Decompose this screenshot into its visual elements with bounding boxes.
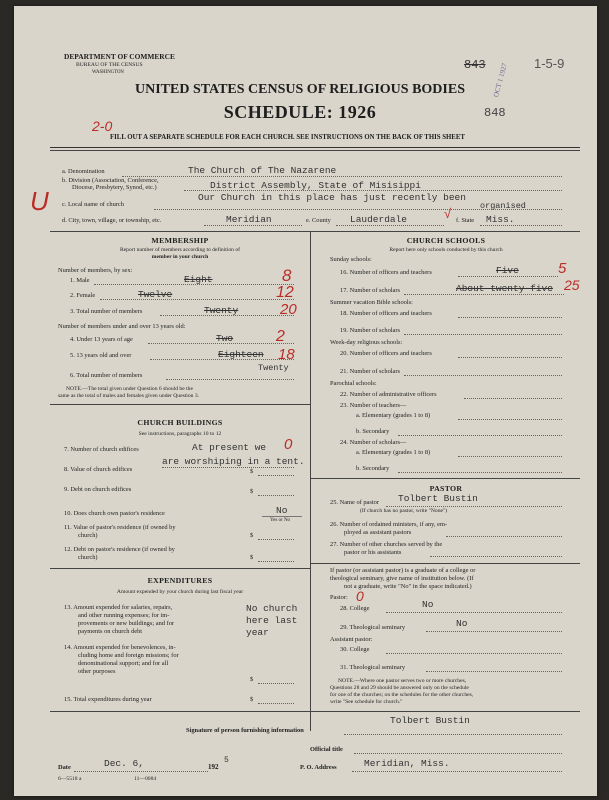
q29-value: No xyxy=(456,618,468,629)
pastor-header: PASTOR xyxy=(429,484,463,493)
dept-line-3: WASHINGTON xyxy=(92,70,124,75)
weekday-label: Week-day religious schools: xyxy=(330,339,403,346)
age-label: Number of members under and over 13 years old: xyxy=(58,323,186,330)
q27-line-1: 27. Number of other churches served by the xyxy=(330,541,443,548)
pastor-sub-label: Pastor: xyxy=(330,594,348,601)
total-hand: 20 xyxy=(280,301,297,318)
state-value: Miss. xyxy=(486,214,515,225)
file-number: 848 xyxy=(484,106,506,120)
q11-line xyxy=(258,539,294,540)
form-number: 6—5518 a xyxy=(58,776,82,782)
pastor-intro-2: theological seminary, give name of institution below. (If xyxy=(330,575,474,582)
instruction-line: FILL OUT A SEPARATE SCHEDULE FOR EACH CHURCH. SEE INSTRUCTIONS ON THE BACK OF THIS SHEET xyxy=(110,134,465,141)
q14-dollar: $ xyxy=(250,676,254,683)
state-line xyxy=(480,225,562,226)
sunday-label: Sunday schools: xyxy=(330,256,372,263)
signature-label: Signature of person furnishing information xyxy=(186,727,304,734)
received-stamp: OCT 1 1927 xyxy=(492,62,509,99)
q11-dollar: $ xyxy=(250,532,254,539)
q30-label: 30. College xyxy=(340,646,370,653)
q26-line-1: 26. Number of ordained ministers, if any, em- xyxy=(330,521,448,528)
male-typed: Eight xyxy=(184,274,213,285)
identity-rule xyxy=(50,231,580,232)
q27-line-2: pastor or his assistants xyxy=(344,549,402,556)
pastor-note-1: NOTE.—Where one pastor serves two or more churches, xyxy=(338,678,467,684)
dept-line-2: BUREAU OF THE CENSUS xyxy=(76,62,143,68)
female-hand: 12 xyxy=(276,284,294,301)
pastor-intro-3: not a graduate, write "No" in the space indicated.) xyxy=(344,583,472,590)
q30-line xyxy=(386,653,562,654)
state-label: f. State xyxy=(456,217,475,224)
pastor-intro-1: If pastor (or assistant pastor) is a graduate of a college or xyxy=(330,567,476,574)
q23-label: 23. Number of teachers— xyxy=(340,402,407,409)
q25-line xyxy=(386,506,562,507)
q9-label: 9. Debt on church edifices xyxy=(64,486,132,493)
q17-line xyxy=(404,294,564,295)
county-line xyxy=(336,225,444,226)
male-hand: 8 xyxy=(282,266,292,285)
address-line xyxy=(352,771,562,772)
female-label: 2. Female xyxy=(70,292,96,299)
buildings-sub: See instructions, paragraphs 10 to 12 xyxy=(138,431,222,437)
official-title-label: Official title xyxy=(310,746,343,753)
buildings-rule xyxy=(50,568,310,569)
pastor-hand-mark: 0 xyxy=(356,588,364,604)
signature-value: Tolbert Bustin xyxy=(390,715,470,726)
q15-label: 15. Total expenditures during year xyxy=(64,696,152,703)
left-code: 2-0 xyxy=(92,118,113,134)
q18-line xyxy=(458,317,562,318)
q21-line xyxy=(404,375,562,376)
q10-options: Yes or No xyxy=(270,518,291,523)
q15-line xyxy=(258,703,294,704)
date-label: Date xyxy=(58,764,71,771)
date-line xyxy=(74,771,208,772)
top-date: 1-5-9 xyxy=(534,56,565,71)
census-form xyxy=(14,6,597,796)
division-label-1: b. Division (Association, Conference, xyxy=(62,177,159,184)
expenditures-sub: Amount expended by your church during last fiscal year xyxy=(116,589,244,595)
pastor-note-4: write "See schedule for church." xyxy=(330,699,403,705)
form-subtitle: SCHEDULE: 1926 xyxy=(223,102,377,122)
q25-value: Tolbert Bustin xyxy=(398,493,478,504)
address-label: P. O. Address xyxy=(300,764,337,771)
year-prefix: 192 xyxy=(208,763,219,771)
over13-typed: Eighteen xyxy=(218,349,264,360)
pastor-note-2: Questions 28 and 29 should be answered only on the schedule xyxy=(330,685,469,691)
q17-label: 17. Number of scholars xyxy=(340,287,400,294)
q24b-line xyxy=(398,472,562,473)
total-typed: Twenty xyxy=(204,305,239,316)
q25-note: (If church has no pastor, write "None") xyxy=(360,508,448,514)
official-title-line xyxy=(354,753,562,754)
under13-typed: Two xyxy=(216,333,234,344)
q18-label: 18. Number of officers and teachers xyxy=(340,310,432,317)
date-value: Dec. 6, xyxy=(104,758,144,769)
membership-note-2: member in your church xyxy=(151,254,209,260)
q29-label: 29. Theological seminary xyxy=(340,624,406,631)
buildings-header: CHURCH BUILDINGS xyxy=(137,418,223,427)
column-divider xyxy=(310,231,311,731)
q24a-label: a. Elementary (grades 1 to 8) xyxy=(356,449,431,456)
pastor-rule xyxy=(310,563,580,564)
q19-label: 19. Number of scholars xyxy=(340,327,400,334)
q31-line xyxy=(426,671,562,672)
q14-line-4: other purposes xyxy=(78,668,116,675)
q26-line xyxy=(446,536,562,537)
q13-value-3: year xyxy=(246,627,269,638)
local-name-value-1: Our Church in this place has just recently been xyxy=(198,192,466,203)
q15-dollar: $ xyxy=(250,696,254,703)
q29-line xyxy=(426,631,562,632)
q12-line xyxy=(258,561,294,562)
q7-line xyxy=(162,467,294,468)
q10-line xyxy=(262,516,302,517)
membership-header: MEMBERSHIP xyxy=(151,236,209,245)
q13-value-2: here last xyxy=(246,615,298,626)
q28-line xyxy=(386,612,562,613)
total6-typed: Twenty xyxy=(258,363,289,373)
sex-label: Number of members, by sex: xyxy=(58,267,133,274)
county-value: Lauderdale xyxy=(350,214,408,225)
q7-value-2: are worshiping in a tent. xyxy=(162,456,305,467)
year-digit: 5 xyxy=(224,756,229,765)
total-label: 3. Total number of members xyxy=(70,308,143,315)
male-label: 1. Male xyxy=(70,277,90,284)
denomination-label: a. Denomination xyxy=(62,168,105,175)
q8-label: 8. Value of church edifices xyxy=(64,466,133,473)
q13-line-1: 13. Amount expended for salaries, repairs, xyxy=(64,604,173,611)
q10-label: 10. Does church own pastor's residence xyxy=(64,510,165,517)
q14-line-3: denominational support; and for all xyxy=(78,660,169,667)
division-label-2: Diocese, Presbytery, Synod, etc.) xyxy=(72,184,157,191)
q13-line-4: payments on church debt xyxy=(78,628,143,635)
q7-value-1: At present we xyxy=(192,442,267,453)
q19-line xyxy=(404,334,562,335)
q9-dollar: $ xyxy=(250,488,254,495)
schools-rule xyxy=(310,478,580,479)
top-code: 843 xyxy=(464,58,486,72)
q16-hand: 5 xyxy=(558,260,567,277)
dept-line-1: DEPARTMENT OF COMMERCE xyxy=(64,52,175,61)
total6-label: 6. Total number of members xyxy=(70,372,143,379)
q27-line xyxy=(430,556,562,557)
city-value: Meridian xyxy=(226,214,272,225)
membership-note-1: Report number of members according to definition of xyxy=(119,247,241,253)
q8-line xyxy=(258,475,294,476)
q14-line-1: 14. Amount expended for benevolences, in- xyxy=(64,644,176,651)
q23a-label: a. Elementary (grades 1 to 8) xyxy=(356,412,431,419)
q20-line xyxy=(458,357,562,358)
membership-footnote-2: same as the total of males and females given under Question 3. xyxy=(58,393,200,399)
q16-line xyxy=(458,276,558,277)
q10-value: No xyxy=(276,505,288,516)
denomination-line xyxy=(122,176,562,177)
assistant-label: Assistant pastor: xyxy=(330,636,373,643)
q12-label-2: church) xyxy=(78,554,98,561)
division-value: District Assembly, State of Misisippi xyxy=(210,180,421,191)
q20-label: 20. Number of officers and teachers xyxy=(340,350,432,357)
summer-label: Summer vacation Bible schools: xyxy=(330,299,413,306)
q13-value-1: No church xyxy=(246,603,298,614)
top-rule-2 xyxy=(50,150,580,151)
county-label: e. County xyxy=(306,217,331,224)
q17-hand: 25 xyxy=(564,277,580,293)
q16-label: 16. Number of officers and teachers xyxy=(340,269,432,276)
q24b-label: b. Secondary xyxy=(356,465,390,472)
q22-label: 22. Number of administrative officers xyxy=(340,391,437,398)
schools-header: CHURCH SCHOOLS xyxy=(406,236,486,245)
under13-label: 4. Under 13 years of age xyxy=(70,336,133,343)
bottom-rule xyxy=(50,711,580,712)
q24a-line xyxy=(458,456,562,457)
over13-label: 5. 13 years old and over xyxy=(70,352,132,359)
q28-label: 28. College xyxy=(340,605,370,612)
under13-hand: 2 xyxy=(276,328,285,345)
q7-hand: 0 xyxy=(284,436,293,453)
q28-value: No xyxy=(422,599,434,610)
q25-label: 25. Name of pastor xyxy=(330,499,379,506)
q14-line-2: cluding home and foreign missions; for xyxy=(78,652,179,659)
total6-line xyxy=(166,379,294,380)
female-line xyxy=(100,299,294,300)
q11-label-2: church) xyxy=(78,532,98,539)
q13-line-3: provements or new buildings; and for xyxy=(78,620,175,627)
q16-typed: Five xyxy=(496,265,519,276)
signature-line xyxy=(344,734,562,735)
q7-label: 7. Number of church edifices xyxy=(64,446,139,453)
q8-dollar: $ xyxy=(250,468,254,475)
q23a-line xyxy=(458,419,562,420)
expenditures-header: EXPENDITURES xyxy=(147,576,213,585)
q14-line xyxy=(258,683,294,684)
q31-label: 31. Theological seminary xyxy=(340,664,406,671)
q23b-label: b. Secondary xyxy=(356,428,390,435)
q24-label: 24. Number of scholars— xyxy=(340,439,407,446)
q12-label-1: 12. Debt on pastor's residence (if owned by xyxy=(64,546,175,553)
address-value: Meridian, Miss. xyxy=(364,758,450,769)
parochial-label: Parochial schools: xyxy=(330,380,377,387)
q9-line xyxy=(258,495,294,496)
q23b-line xyxy=(398,435,562,436)
form-title: UNITED STATES CENSUS OF RELIGIOUS BODIES xyxy=(134,82,465,97)
q12-dollar: $ xyxy=(250,554,254,561)
top-rule xyxy=(50,147,580,148)
denomination-value: The Church of The Nazarene xyxy=(188,165,337,176)
q13-line-2: and other running expenses; for im- xyxy=(78,612,170,619)
city-line xyxy=(204,225,302,226)
membership-rule xyxy=(50,404,310,405)
form-number-2: 11—0084 xyxy=(134,776,157,782)
over13-hand: 18 xyxy=(278,346,295,363)
q11-label-1: 11. Value of pastor's residence (if owned by xyxy=(64,524,176,531)
local-name-value-2: organised xyxy=(480,201,526,211)
city-label: d. City, town, village, or township, etc. xyxy=(62,217,162,224)
local-name-label: c. Local name of church xyxy=(62,201,124,208)
schools-sub: Report here only schools conducted by this church xyxy=(389,247,503,253)
q26-line-2: ployed as assistant pastors xyxy=(344,529,412,536)
pastor-note-3: for one of the churches; on the schedules for the other churches, xyxy=(330,692,474,698)
membership-footnote-1: NOTE.—The total given under Question 6 should be the xyxy=(66,386,193,392)
female-typed: Twelve xyxy=(138,289,173,300)
q22-line xyxy=(464,398,562,399)
check-mark-icon: √ xyxy=(444,206,452,221)
q21-label: 21. Number of scholars xyxy=(340,368,400,375)
q17-typed: About twenty-five xyxy=(456,283,553,294)
margin-mark: U xyxy=(30,186,49,216)
